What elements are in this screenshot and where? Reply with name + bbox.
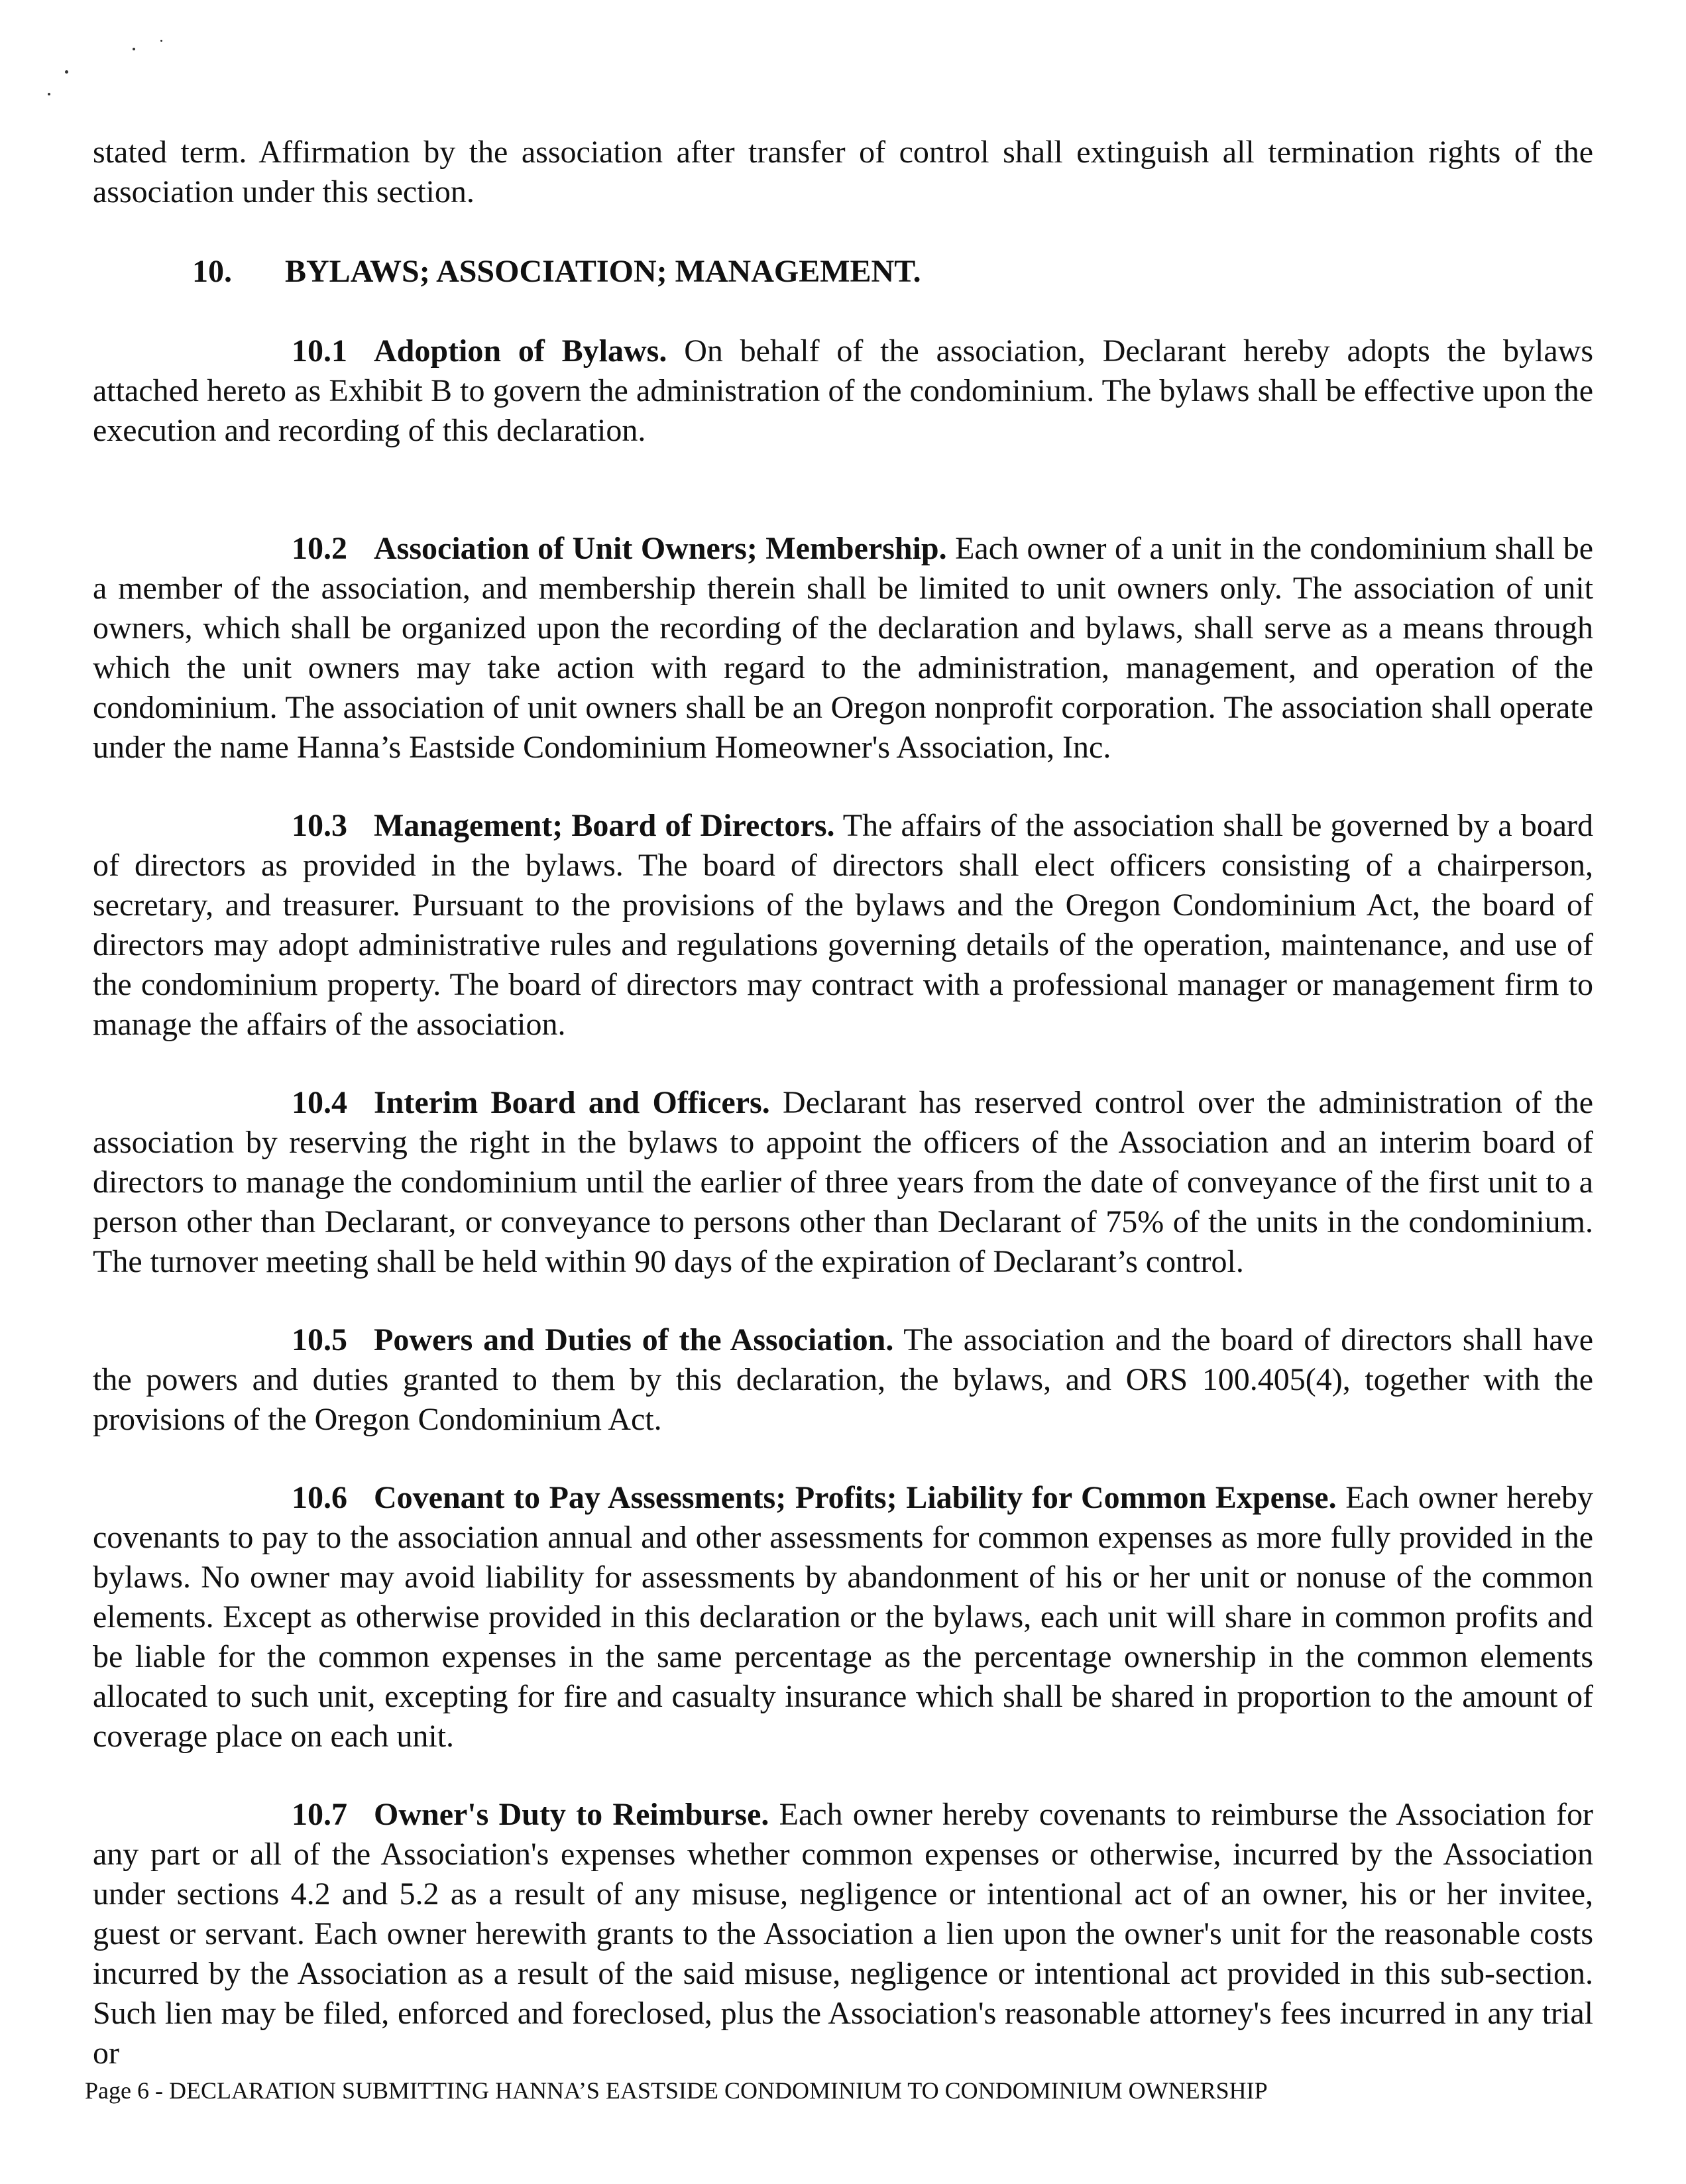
paragraph-number: 10.6 — [292, 1480, 347, 1515]
paragraph-number: 10.7 — [292, 1797, 347, 1832]
paragraph-10-4 — [93, 1083, 1593, 1282]
paragraph-10-2 — [93, 529, 1593, 768]
paragraph-heading: Powers and Duties of the Association. — [374, 1322, 894, 1357]
paragraph-text: Declarant has reserved control over the administration of the association by reserving the right in the bylaws to appoint the officers of the Association and an interim board of directors to manage the condominium until the earlier of three years from the date of conveyance of the first unit to a person other than Declarant, or conveyance to persons other than Declarant of 75% of the units in the condominium. The turnover meeting shall be held within 90 days of the expiration of Declarant’s control. — [93, 1085, 1594, 1279]
paragraph-heading: Adoption of Bylaws. — [374, 333, 667, 369]
section-10-title: BYLAWS; ASSOCIATION; MANAGEMENT. — [285, 254, 921, 289]
paragraph-heading: Interim Board and Officers. — [374, 1085, 770, 1120]
paragraph-number: 10.3 — [292, 808, 347, 843]
section-10-intro-text: stated term. Affirmation by the association after transfer of control shall extinguish all termination rights of the association under this section. — [93, 135, 1593, 209]
section-10-heading — [93, 252, 1593, 292]
paragraph-10-5 — [93, 1320, 1593, 1440]
paragraph-10-1 — [93, 331, 1593, 451]
paragraph-number: 10.4 — [292, 1085, 347, 1120]
paragraph-text: Each owner hereby covenants to pay to the association annual and other assessments for common expenses as more fully provided in the bylaws. No owner may avoid liability for assessments by abandonment of his or her unit or nonuse of the common elements. Except as otherwise provided in this declaration or the bylaws, each unit will share in common profits and be liable for the common expenses in the same percentage as the percentage ownership in the common elements allocated to such unit, excepting for fire and casualty insurance which shall be shared in proportion to the amount of coverage place on each unit. — [93, 1480, 1594, 1754]
section-10-intro — [93, 133, 1593, 212]
paragraph-text: The association and the board of directors shall have the powers and duties granted to them by this declaration, the bylaws, and ORS 100.405(4), together with the provisions of the Oregon Condominium Act. — [93, 1322, 1594, 1437]
paragraph-text: On behalf of the association, Declarant hereby adopts the bylaws attached hereto as Exhibit B to govern the administration of the condominium. The bylaws shall be effective upon the execution and recording of this declaration. — [93, 333, 1594, 448]
paragraph-heading: Covenant to Pay Assessments; Profits; Liability for Common Expense. — [374, 1480, 1337, 1515]
paragraph-text: Each owner of a unit in the condominium shall be a member of the association, and membership therein shall be limited to unit owners only. The association of unit owners, which shall be organized upon the recording of the declaration and bylaws, shall serve as a means through which the unit owners may take action with regard to the administration, management, and operation of the condominium. The association of unit owners shall be an Oregon nonprofit corporation. The association shall operate under the name Hanna’s Eastside Condominium Homeowner's Association, Inc. — [93, 531, 1593, 765]
paragraph-heading: Association of Unit Owners; Membership. — [374, 531, 947, 566]
paragraph-10-7 — [93, 1795, 1593, 2073]
paragraph-heading: Owner's Duty to Reimburse. — [374, 1797, 769, 1832]
paragraph-10-6 — [93, 1478, 1593, 1756]
paragraph-number: 10.1 — [292, 333, 347, 369]
section-10-number: 10. — [192, 254, 232, 289]
paragraph-number: 10.5 — [292, 1322, 347, 1357]
paragraph-text: The affairs of the association shall be governed by a board of directors as provided in the bylaws. The board of directors shall elect officers consisting of a chairperson, secretary, and treasurer. Pursuant to the provisions of the bylaws and the Oregon Condominium Act, the board of directors may adopt administrative rules and regulations governing details of the operation, maintenance, and use of the condominium property. The board of directors may contract with a professional manager or management firm to manage the affairs of the association. — [93, 808, 1593, 1042]
paragraph-heading: Management; Board of Directors. — [374, 808, 835, 843]
paragraph-number: 10.2 — [292, 531, 347, 566]
paragraph-10-3 — [93, 806, 1593, 1045]
paragraph-text: Each owner hereby covenants to reimburse the Association for any part or all of the Association's expenses whether common expenses or otherwise, incurred by the Association under sections 4.2 and 5.2 as a result of any misuse, negligence or intentional act of an owner, his or her invitee, guest or servant. Each owner herewith grants to the Association a lien upon the owner's unit for the reasonable costs incurred by the Association as a result of the said misuse, negligence or intentional act provided in this sub-section. Such lien may be filed, enforced and foreclosed, plus the Association's reasonable attorney's fees incurred in any trial or — [93, 1797, 1593, 2071]
document-body — [93, 133, 1593, 2073]
scan-specks — [33, 33, 179, 106]
page-footer: Page 6 - DECLARATION SUBMITTING HANNA’S EASTSIDE CONDOMINIUM TO CONDOMINIUM OWNERSHIP — [85, 2077, 1268, 2104]
